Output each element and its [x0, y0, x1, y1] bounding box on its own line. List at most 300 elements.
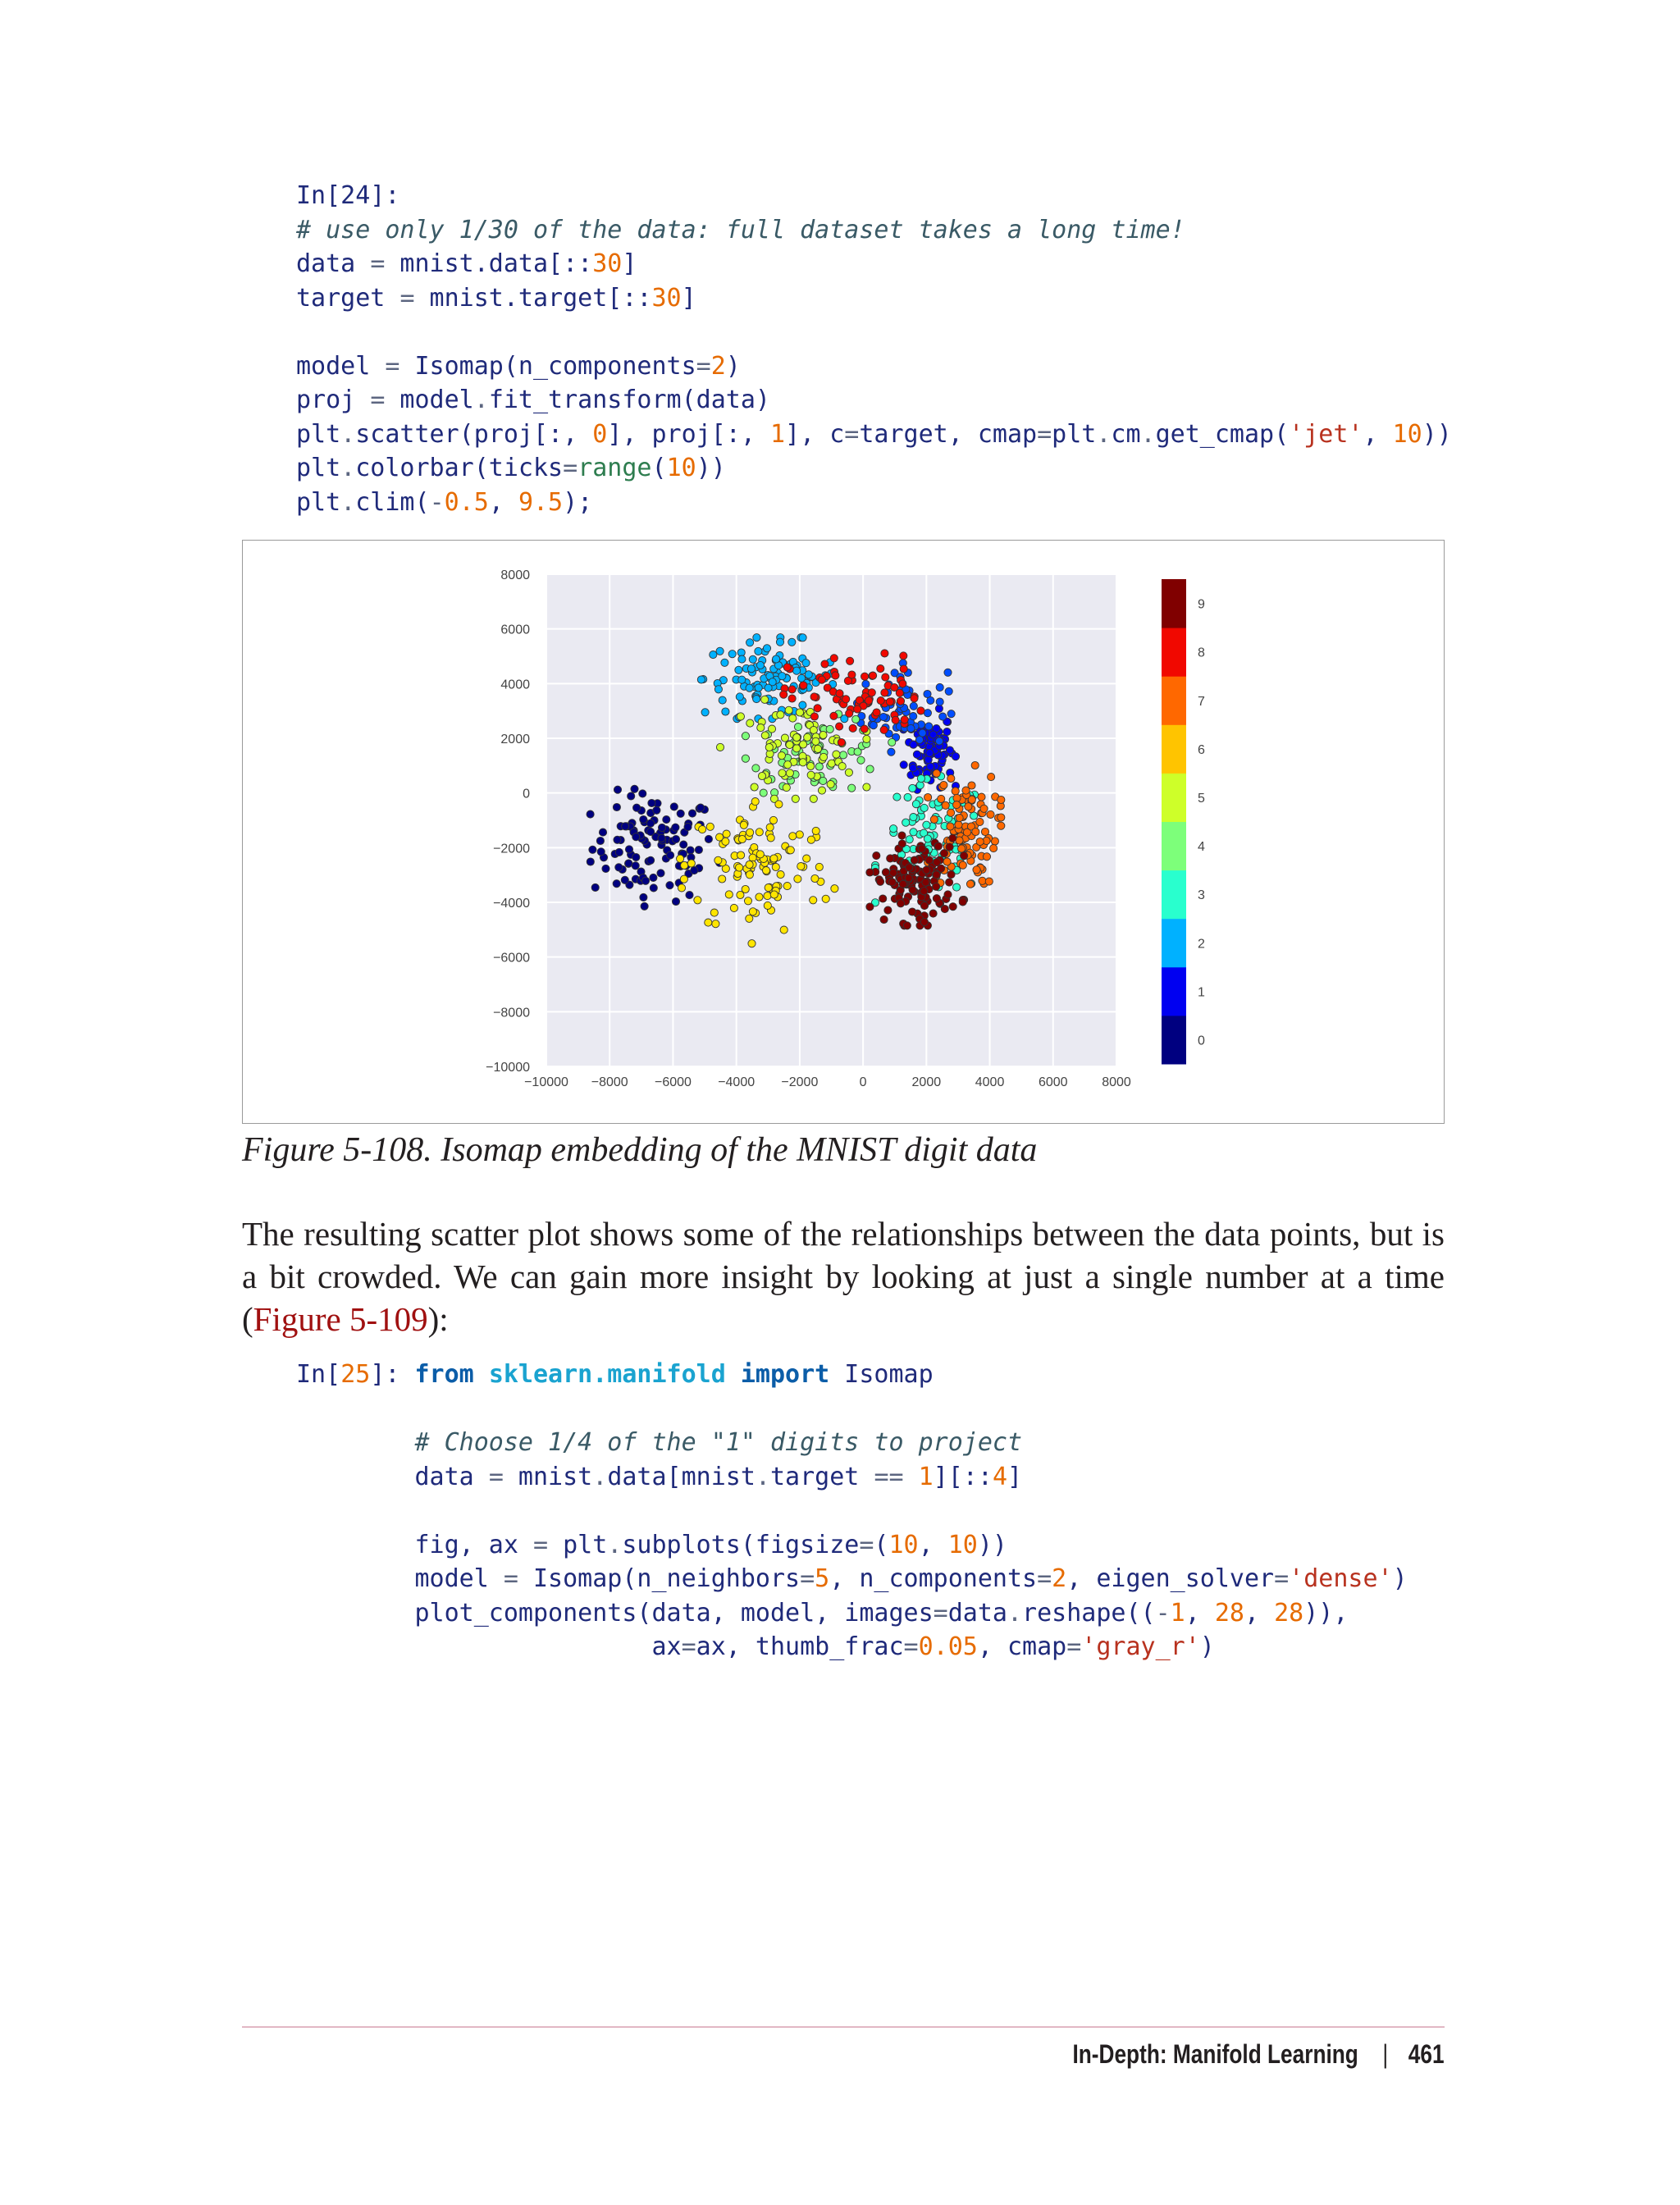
- scatter-point-digit-9: [900, 665, 907, 673]
- scatter-point-digit-7: [796, 831, 803, 838]
- code-token: scatter(proj[:,: [355, 419, 593, 449]
- scatter-point-digit-3: [728, 651, 736, 658]
- scatter-point-digit-0: [587, 858, 594, 865]
- y-tick-label: −4000: [493, 897, 530, 911]
- isomap-scatter-chart: [243, 541, 1445, 1125]
- scatter-point-digit-9: [861, 725, 868, 733]
- scatter-point-digit-7: [722, 838, 729, 845]
- code-token: clim(: [355, 487, 430, 517]
- code-token: )): [977, 1530, 1007, 1559]
- scatter-point-digit-6: [783, 784, 790, 792]
- code-token: ][::: [933, 1462, 993, 1491]
- scatter-point-digit-3: [719, 696, 726, 704]
- scatter-point-digit-8: [956, 815, 963, 822]
- y-tick-label: −2000: [493, 842, 530, 856]
- scatter-point-digit-8: [990, 845, 998, 852]
- code-token: plot_components(data, model, images: [296, 1598, 934, 1628]
- scatter-point-digit-9: [900, 652, 907, 660]
- scatter-point-digit-6: [789, 714, 797, 722]
- scatter-point-digit-9: [881, 650, 888, 657]
- scatter-point-digit-2: [945, 687, 952, 695]
- code-token: .: [1096, 419, 1112, 449]
- scatter-point-digit-7: [710, 909, 718, 916]
- code-token: , n_components: [829, 1564, 1038, 1593]
- code-token: 5: [815, 1564, 830, 1593]
- scatter-point-digit-3: [701, 709, 709, 716]
- scatter-point-digit-0: [641, 902, 648, 910]
- scatter-point-digit-1: [943, 728, 951, 736]
- scatter-point-digit-3: [746, 639, 754, 646]
- scatter-point-digit-9: [933, 895, 940, 902]
- scatter-point-digit-7: [705, 919, 712, 926]
- code-token: proj: [296, 386, 371, 414]
- code-token: (: [651, 454, 667, 482]
- scatter-point-digit-0: [628, 792, 635, 800]
- scatter-point-digit-5: [852, 715, 860, 723]
- colorbar-tick-label: 1: [1198, 985, 1205, 1000]
- x-tick-label: 4000: [975, 1075, 1005, 1089]
- scatter-point-digit-8: [985, 878, 993, 885]
- code-token: 10: [888, 1530, 919, 1559]
- scatter-point-digit-0: [614, 836, 621, 843]
- scatter-point-digit-2: [947, 710, 955, 718]
- scatter-point-digit-2: [936, 698, 943, 705]
- scatter-point-digit-9: [920, 918, 928, 925]
- code-token: 1: [1170, 1598, 1185, 1628]
- code-token: 'dense': [1289, 1564, 1393, 1593]
- code-token: =: [370, 249, 386, 278]
- scatter-point-digit-0: [597, 848, 605, 856]
- code-token: cm: [1111, 419, 1141, 449]
- scatter-point-digit-0: [639, 790, 646, 797]
- scatter-point-digit-3: [793, 667, 801, 674]
- scatter-point-digit-9: [873, 709, 880, 716]
- scatter-point-digit-7: [770, 891, 778, 898]
- scatter-point-digit-4: [904, 793, 911, 801]
- scatter-point-digit-9: [866, 869, 874, 876]
- scatter-point-digit-0: [596, 837, 604, 844]
- scatter-point-digit-9: [940, 850, 947, 857]
- scatter-point-digit-9: [949, 903, 956, 911]
- scatter-point-digit-3: [716, 647, 724, 655]
- scatter-point-digit-9: [800, 682, 807, 689]
- scatter-point-digit-7: [730, 904, 737, 911]
- scatter-point-digit-7: [769, 816, 777, 824]
- scatter-point-digit-6: [818, 787, 825, 794]
- scatter-point-digit-2: [907, 724, 915, 732]
- code-line: [296, 418, 1452, 452]
- scatter-point-digit-0: [614, 786, 621, 793]
- code-token: .: [755, 1462, 770, 1491]
- code-token: .: [1007, 1598, 1023, 1628]
- scatter-point-digit-8: [955, 821, 962, 829]
- x-tick-label: 6000: [1038, 1075, 1068, 1089]
- scatter-point-digit-5: [888, 738, 896, 746]
- scatter-point-digit-9: [941, 906, 948, 913]
- scatter-point-digit-8: [942, 801, 949, 809]
- code-token: plt: [296, 419, 341, 449]
- code-token: =: [563, 454, 578, 482]
- scatter-point-digit-7: [789, 833, 797, 840]
- code-token: =: [903, 1632, 919, 1661]
- scatter-point-digit-7: [714, 856, 722, 864]
- scatter-point-digit-4: [917, 775, 924, 783]
- scatter-point-digit-9: [903, 922, 911, 929]
- scatter-point-digit-2: [925, 723, 933, 730]
- scatter-point-digit-8: [998, 822, 1005, 829]
- scatter-point-digit-8: [943, 858, 951, 865]
- scatter-point-digit-4: [906, 836, 913, 843]
- scatter-point-digit-5: [752, 765, 760, 772]
- code-token: model: [385, 386, 474, 414]
- code-token: )),: [1303, 1598, 1349, 1628]
- scatter-point-digit-8: [981, 828, 988, 835]
- scatter-point-digit-7: [746, 829, 754, 836]
- colorbar-tick-label: 9: [1198, 597, 1205, 612]
- scatter-point-digit-9: [866, 903, 874, 911]
- scatter-point-digit-6: [761, 696, 769, 703]
- scatter-point-digit-9: [877, 697, 884, 705]
- scatter-point-digit-9: [877, 665, 884, 673]
- scatter-point-digit-3: [799, 701, 806, 709]
- scatter-point-digit-3: [765, 684, 772, 692]
- scatter-point-digit-9: [949, 834, 956, 842]
- scatter-point-digit-9: [848, 671, 856, 678]
- scatter-point-digit-7: [678, 884, 685, 892]
- colorbar-segment: [1162, 870, 1186, 920]
- scatter-point-digit-0: [632, 833, 640, 841]
- code-token: 0.5: [444, 487, 489, 517]
- scatter-point-digit-9: [882, 673, 889, 681]
- scatter-point-digit-0: [602, 865, 609, 872]
- code-token: ,: [488, 487, 518, 517]
- code-token: [296, 1428, 415, 1457]
- code-token: .: [592, 1462, 608, 1491]
- scatter-point-digit-7: [719, 875, 726, 883]
- scatter-point-digit-9: [933, 883, 940, 890]
- code-token: 0.05: [918, 1632, 978, 1661]
- code-token: [904, 1463, 919, 1491]
- code-token: 'gray_r': [1081, 1632, 1200, 1661]
- scatter-point-digit-6: [845, 769, 852, 776]
- scatter-point-digit-6: [757, 724, 765, 732]
- scatter-point-digit-2: [910, 713, 917, 720]
- scatter-point-digit-6: [761, 732, 769, 739]
- code-line: [296, 1392, 1408, 1427]
- scatter-point-digit-8: [924, 793, 932, 801]
- scatter-point-digit-0: [658, 834, 665, 842]
- scatter-point-digit-7: [749, 908, 756, 915]
- code-line: [296, 1596, 1408, 1631]
- scatter-point-digit-8: [965, 803, 972, 810]
- scatter-point-digit-8: [998, 796, 1005, 803]
- scatter-point-digit-4: [953, 883, 961, 891]
- code-token: target: [296, 283, 400, 313]
- scatter-point-digit-5: [848, 784, 856, 792]
- code-token: ]:: [370, 1360, 415, 1389]
- scatter-point-digit-6: [751, 783, 758, 791]
- scatter-point-digit-0: [641, 877, 649, 884]
- code-token: 10: [1392, 419, 1422, 449]
- scatter-point-digit-6: [807, 771, 815, 778]
- scatter-point-digit-8: [947, 809, 955, 816]
- scatter-point-digit-7: [777, 871, 784, 879]
- scatter-point-digit-8: [968, 782, 975, 789]
- scatter-point-digit-9: [889, 869, 897, 876]
- code-token: ,: [1244, 1598, 1275, 1628]
- scatter-point-digit-9: [923, 866, 930, 874]
- code-token: import: [740, 1360, 830, 1389]
- scatter-point-digit-3: [756, 661, 764, 669]
- scatter-point-digit-9: [879, 895, 887, 902]
- code-token: # use only 1/30 of the data: full dataset takes a long time!: [296, 215, 1185, 244]
- scatter-point-digit-3: [763, 645, 770, 652]
- scatter-point-digit-3: [736, 693, 743, 701]
- scatter-point-digit-0: [672, 835, 679, 842]
- scatter-point-digit-9: [898, 832, 906, 839]
- scatter-point-digit-0: [648, 799, 655, 806]
- scatter-point-digit-7: [699, 826, 706, 833]
- page-number: 461: [1408, 2039, 1445, 2069]
- code-block-2: [296, 1358, 1408, 1664]
- scatter-point-digit-9: [920, 888, 928, 895]
- y-tick-label: 4000: [500, 678, 530, 692]
- scatter-point-digit-6: [819, 731, 827, 738]
- footer-rule: [242, 2026, 1445, 2028]
- scatter-point-digit-9: [909, 908, 916, 915]
- scatter-point-digit-0: [650, 874, 657, 881]
- scatter-point-digit-9: [842, 696, 850, 703]
- scatter-point-digit-9: [887, 855, 894, 862]
- scatter-point-digit-9: [854, 705, 861, 713]
- code-token: =: [1066, 1632, 1082, 1661]
- scatter-point-digit-9: [933, 871, 940, 879]
- scatter-point-digit-9: [905, 874, 912, 882]
- scatter-point-digit-9: [911, 856, 918, 864]
- scatter-point-digit-7: [765, 884, 772, 892]
- scatter-point-digit-0: [613, 880, 620, 888]
- scatter-point-digit-3: [738, 655, 746, 663]
- scatter-point-digit-2: [924, 690, 931, 697]
- code-token: ax, thumb_frac: [696, 1632, 904, 1661]
- code-token: ax: [296, 1632, 682, 1661]
- scatter-point-digit-2: [924, 710, 931, 717]
- scatter-point-digit-2: [936, 737, 943, 745]
- scatter-point-digit-9: [830, 712, 838, 719]
- scatter-point-digit-7: [807, 836, 815, 843]
- code-token: (: [874, 1530, 889, 1559]
- code-token: =: [488, 1462, 504, 1491]
- scatter-point-digit-7: [723, 830, 730, 838]
- code-token: 30: [592, 249, 623, 278]
- code-token: ]: [1007, 1462, 1023, 1491]
- body-paragraph: [242, 1212, 1445, 1340]
- scatter-point-digit-8: [933, 769, 940, 777]
- code-token: 1: [769, 419, 786, 449]
- scatter-point-digit-7: [725, 891, 733, 898]
- scatter-point-digit-3: [746, 684, 753, 692]
- scatter-point-digit-6: [716, 743, 724, 751]
- y-tick-label: 6000: [500, 623, 530, 637]
- colorbar-tick-label: 5: [1198, 791, 1205, 806]
- code-token: Isomap(n_components: [399, 351, 696, 381]
- code-line: [296, 315, 1452, 349]
- scatter-point-digit-6: [793, 733, 801, 741]
- code-token: .: [340, 487, 356, 517]
- scatter-point-digit-7: [764, 902, 771, 909]
- scatter-point-digit-7: [797, 863, 805, 870]
- code-line: [296, 1426, 1408, 1460]
- scatter-point-digit-5: [760, 789, 767, 797]
- code-token: =: [1037, 1564, 1052, 1593]
- scatter-point-digit-3: [802, 660, 810, 667]
- scatter-point-digit-7: [694, 897, 701, 904]
- scatter-point-digit-6: [833, 751, 840, 758]
- scatter-point-digit-9: [832, 672, 839, 679]
- code-line: [296, 281, 1452, 316]
- code-token: )): [696, 454, 726, 482]
- scatter-point-digit-0: [647, 828, 655, 835]
- code-token: .: [607, 1530, 623, 1559]
- code-token: 10: [666, 454, 696, 482]
- scatter-point-digit-7: [764, 892, 771, 900]
- scatter-point-digit-0: [632, 862, 639, 870]
- scatter-point-digit-7: [681, 861, 688, 869]
- figure-caption: Figure 5-108. Isomap embedding of the MNIST digit data: [242, 1131, 1038, 1169]
- scatter-point-digit-0: [591, 883, 599, 891]
- scatter-point-digit-8: [988, 774, 995, 781]
- code-token: mnist.target[::: [414, 283, 652, 313]
- scatter-point-digit-0: [705, 835, 712, 842]
- figure-reference-link[interactable]: Figure 5-109: [253, 1300, 428, 1338]
- scatter-point-digit-0: [640, 815, 647, 823]
- scatter-point-digit-1: [910, 765, 917, 772]
- code-line: [296, 383, 1452, 418]
- code-token: 4: [992, 1462, 1007, 1491]
- scatter-point-digit-9: [838, 738, 845, 746]
- scatter-point-digit-3: [749, 655, 756, 663]
- scatter-point-digit-3: [753, 696, 760, 703]
- code-token: 9.5: [518, 487, 564, 517]
- scatter-point-digit-5: [815, 763, 823, 770]
- scatter-point-digit-9: [909, 886, 916, 893]
- code-token: data: [296, 249, 371, 278]
- scatter-point-digit-1: [952, 753, 959, 760]
- scatter-point-digit-0: [647, 856, 655, 864]
- code-token: 1: [918, 1462, 934, 1491]
- code-line: [296, 247, 1452, 281]
- code-token: fit_transform(data): [488, 386, 770, 414]
- scatter-point-digit-3: [753, 634, 760, 641]
- code-token: , cmap: [977, 1632, 1067, 1661]
- scatter-point-digit-0: [695, 846, 702, 853]
- scatter-point-digit-8: [983, 853, 990, 861]
- scatter-point-digit-7: [748, 940, 756, 947]
- scatter-point-digit-6: [758, 772, 765, 779]
- scatter-point-digit-6: [746, 719, 754, 727]
- scatter-point-digit-8: [972, 828, 979, 835]
- scatter-point-digit-2: [919, 729, 926, 737]
- scatter-point-digit-9: [880, 726, 888, 733]
- scatter-point-digit-2: [910, 702, 917, 710]
- scatter-point-digit-7: [738, 835, 746, 842]
- code-token: reshape((: [1022, 1598, 1156, 1628]
- scatter-point-digit-0: [631, 785, 638, 792]
- scatter-point-digit-7: [737, 851, 745, 859]
- scatter-point-digit-9: [925, 856, 933, 864]
- scatter-point-digit-0: [670, 803, 678, 810]
- scatter-point-digit-9: [821, 660, 829, 668]
- scatter-point-digit-0: [672, 824, 679, 831]
- code-line: [296, 486, 1452, 520]
- scatter-point-digit-7: [794, 875, 801, 883]
- scatter-point-digit-9: [846, 710, 853, 717]
- scatter-point-digit-9: [897, 900, 904, 907]
- code-token: 0: [592, 419, 608, 449]
- scatter-point-digit-1: [929, 731, 937, 738]
- scatter-point-digit-4: [902, 819, 910, 826]
- colorbar-segment: [1162, 822, 1186, 871]
- code-token: .: [340, 454, 356, 482]
- scatter-point-digit-9: [906, 864, 913, 871]
- code-token: -: [429, 487, 445, 517]
- scatter-point-digit-9: [933, 859, 940, 866]
- scatter-point-digit-8: [938, 795, 945, 802]
- scatter-point-digit-7: [706, 823, 714, 830]
- colorbar-segment: [1162, 919, 1186, 968]
- scatter-point-digit-3: [776, 638, 783, 646]
- colorbar-tick-label: 6: [1198, 742, 1205, 757]
- scatter-point-digit-0: [684, 824, 692, 831]
- scatter-point-digit-9: [886, 698, 893, 705]
- scatter-point-digit-7: [775, 801, 783, 808]
- scatter-point-digit-8: [968, 796, 975, 803]
- code-token: 30: [651, 283, 682, 313]
- scatter-point-digit-9: [884, 906, 892, 914]
- code-token: ): [1392, 1564, 1408, 1593]
- scatter-point-digit-3: [805, 671, 812, 678]
- x-tick-label: −4000: [718, 1075, 756, 1089]
- code-token: , eigen_solver: [1066, 1564, 1275, 1593]
- code-token: [474, 1360, 489, 1389]
- code-token: =: [370, 386, 386, 414]
- scatter-point-digit-6: [777, 711, 784, 719]
- scatter-point-digit-9: [780, 691, 788, 698]
- scatter-point-digit-7: [767, 834, 774, 842]
- scatter-point-digit-6: [765, 743, 773, 751]
- scatter-point-digit-7: [687, 860, 695, 867]
- colorbar-segment: [1162, 724, 1186, 774]
- scatter-point-digit-9: [836, 690, 843, 697]
- scatter-point-digit-6: [737, 713, 744, 720]
- scatter-point-digit-7: [815, 863, 823, 870]
- scatter-point-digit-5: [794, 724, 801, 731]
- scatter-point-digit-9: [873, 852, 880, 860]
- scatter-point-digit-6: [863, 735, 870, 742]
- scatter-point-digit-9: [917, 707, 924, 714]
- code-token: ]: [681, 283, 696, 313]
- scatter-point-digit-0: [632, 853, 640, 861]
- scatter-point-digit-8: [940, 781, 947, 788]
- colorbar-tick-label: 8: [1198, 646, 1205, 660]
- code-token: Isomap: [829, 1360, 934, 1389]
- code-token: ): [725, 351, 741, 381]
- scatter-point-digit-9: [911, 695, 918, 702]
- scatter-point-digit-8: [958, 845, 966, 852]
- scatter-point-digit-8: [953, 801, 961, 809]
- code-token: plt: [296, 487, 341, 517]
- code-prompt: In[24]:: [296, 181, 400, 210]
